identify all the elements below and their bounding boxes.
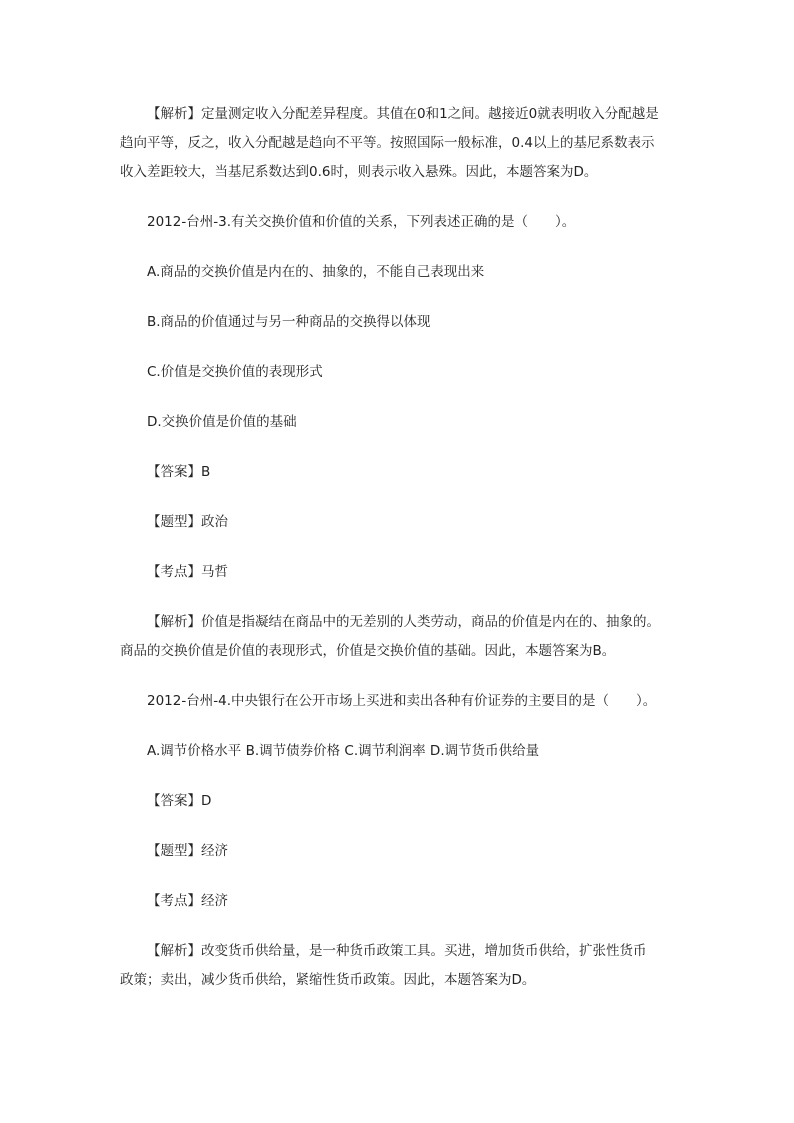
text-line: 2012-台州-4.中央银行在公开市场上买进和卖出各种有价证券的主要目的是（ ）。 — [147, 693, 657, 709]
text-line: 【考点】经济 — [147, 893, 228, 909]
paragraph — [120, 408, 680, 437]
paragraph — [120, 837, 680, 866]
text-line: A.调节价格水平 B.调节债券价格 C.调节利润率 D.调节货币供给量 — [147, 743, 540, 759]
text-line: 商品的交换价值是价值的表现形式，价值是交换价值的基础。因此，本题答案为B。 — [120, 643, 616, 659]
paragraph — [120, 887, 680, 916]
paragraph — [120, 687, 680, 716]
text-line: 收入差距较大，当基尼系数达到0.6时，则表示收入悬殊。因此，本题答案为D。 — [120, 164, 598, 180]
text-line: A.商品的交换价值是内在的、抽象的，不能自己表现出来 — [147, 264, 485, 280]
text-line: 趋向平等，反之，收入分配越是趋向不平等。按照国际一般标准，0.4以上的基尼系数表示 — [120, 135, 655, 151]
paragraph — [120, 787, 680, 816]
text-line: 【解析】定量测定收入分配差异程度。其值在0和1之间。越接近0就表明收入分配越是 — [147, 106, 659, 122]
text-line: 2012-台州-3.有关交换价值和价值的关系，下列表述正确的是（ ）。 — [147, 214, 576, 230]
paragraph — [120, 208, 680, 237]
text-line: 【答案】D — [147, 793, 212, 809]
paragraph — [120, 608, 680, 666]
paragraph — [120, 358, 680, 387]
paragraph — [120, 308, 680, 337]
paragraph — [120, 100, 680, 187]
text-line: B.商品的价值通过与另一种商品的交换得以体现 — [147, 314, 431, 330]
document-page — [120, 100, 680, 1016]
text-line: 【题型】经济 — [147, 843, 228, 859]
text-line: C.价值是交换价值的表现形式 — [147, 364, 323, 380]
paragraph — [120, 458, 680, 487]
paragraph — [120, 558, 680, 587]
text-line: 政策；卖出，减少货币供给，紧缩性货币政策。因此，本题答案为D。 — [120, 972, 536, 988]
paragraph — [120, 258, 680, 287]
text-line: D.交换价值是价值的基础 — [147, 414, 297, 430]
text-line: 【考点】马哲 — [147, 564, 228, 580]
paragraph — [120, 508, 680, 537]
text-line: 【答案】B — [147, 464, 211, 480]
paragraph — [120, 737, 680, 766]
text-line: 【解析】改变货币供给量，是一种货币政策工具。买进，增加货币供给，扩张性货币 — [147, 943, 647, 959]
text-line: 【解析】价值是指凝结在商品中的无差别的人类劳动，商品的价值是内在的、抽象的。 — [147, 614, 660, 630]
paragraph — [120, 937, 680, 995]
text-line: 【题型】政治 — [147, 514, 228, 530]
